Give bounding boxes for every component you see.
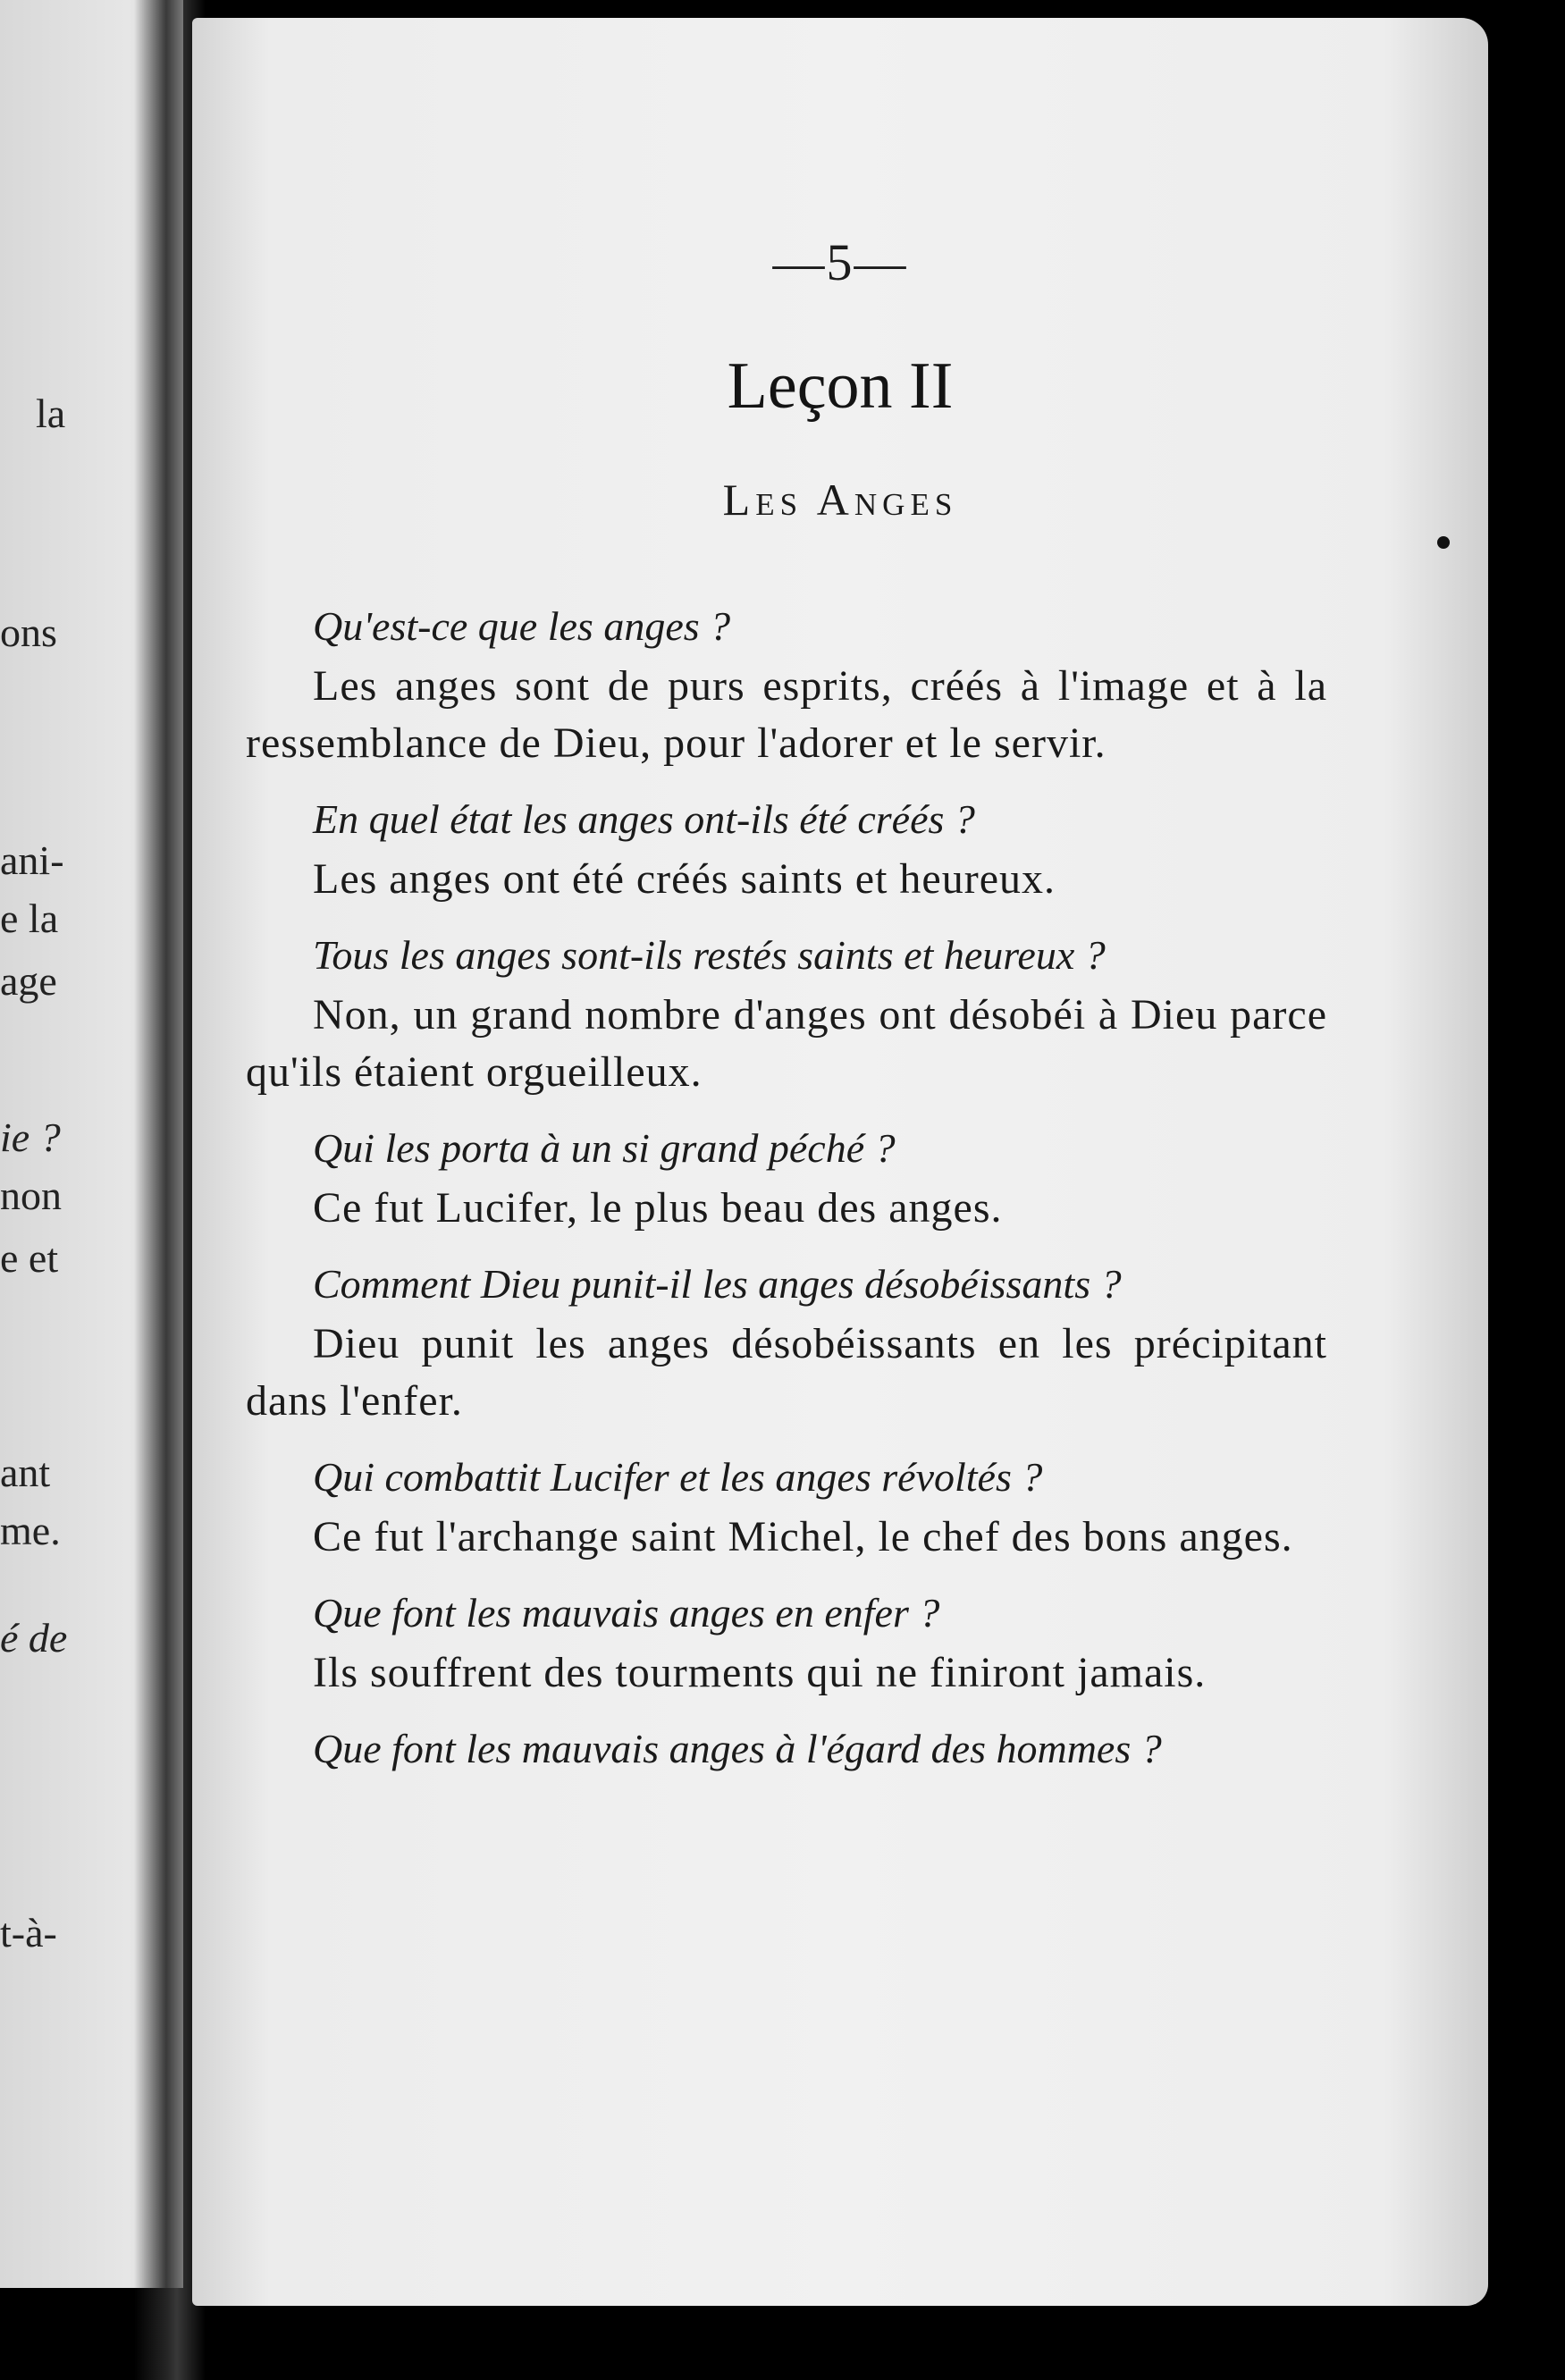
qa-item — [246, 599, 1327, 772]
section-title: Les Anges — [722, 475, 958, 525]
left-fragment-1: la — [36, 391, 66, 436]
question: Que font les mauvais anges à l'égard des hommes ? — [313, 1726, 1162, 1771]
qa-item — [246, 1585, 1327, 1702]
answer: Ils souffrent des tourments qui ne finiront jamais. — [313, 1649, 1207, 1696]
catechism-qa-list — [246, 599, 1327, 1796]
question: Comment Dieu punit-il les anges désobéissants ? — [313, 1261, 1122, 1307]
left-fragment-5: age — [0, 958, 57, 1004]
answer: Dieu punit les anges désobéissants en les précipitant dans l'enfer. — [246, 1320, 1327, 1425]
left-fragment-12: t-à- — [0, 1910, 57, 1955]
qa-item — [246, 1121, 1327, 1237]
qa-item — [246, 1450, 1327, 1566]
left-fragment-2: ons — [0, 610, 57, 655]
left-fragment-7: non — [0, 1173, 62, 1218]
question: En quel état les anges ont-ils été créés ? — [313, 796, 975, 842]
lesson-title: Leçon II — [727, 349, 954, 423]
answer: Non, un grand nombre d'anges ont désobéi à Dieu parce qu'ils étaient orgueilleux. — [246, 991, 1327, 1096]
qa-item — [246, 928, 1327, 1101]
answer: Les anges ont été créés saints et heureux. — [313, 855, 1056, 903]
answer: Ce fut l'archange saint Michel, le chef des bons anges. — [313, 1513, 1293, 1560]
answer: Les anges sont de purs esprits, créés à l'image et à la ressemblance de Dieu, pour l'adorer et le servir. — [246, 662, 1327, 767]
question: Tous les anges sont-ils restés saints et heureux ? — [313, 932, 1106, 978]
answer: Ce fut Lucifer, le plus beau des anges. — [313, 1184, 1003, 1232]
qa-item — [246, 1257, 1327, 1430]
question: Que font les mauvais anges en enfer ? — [313, 1590, 940, 1636]
qa-item — [246, 1721, 1327, 1777]
scan-speck — [1437, 536, 1450, 549]
left-fragment-11: é de — [0, 1615, 68, 1661]
question: Qui les porta à un si grand péché ? — [313, 1125, 896, 1171]
qa-item — [246, 792, 1327, 908]
left-fragment-10: me. — [0, 1508, 61, 1553]
page-number: —5— — [772, 233, 908, 291]
left-fragment-8: e et — [0, 1235, 59, 1281]
left-fragment-4: e la — [0, 896, 59, 941]
left-fragment-9: ant — [0, 1450, 51, 1495]
question: Qui combattit Lucifer et les anges révoltés ? — [313, 1454, 1043, 1500]
left-fragment-6: ie ? — [0, 1114, 61, 1160]
main-page — [192, 18, 1488, 2306]
left-fragment-3: ani- — [0, 837, 64, 883]
question: Qu'est-ce que les anges ? — [313, 603, 731, 649]
